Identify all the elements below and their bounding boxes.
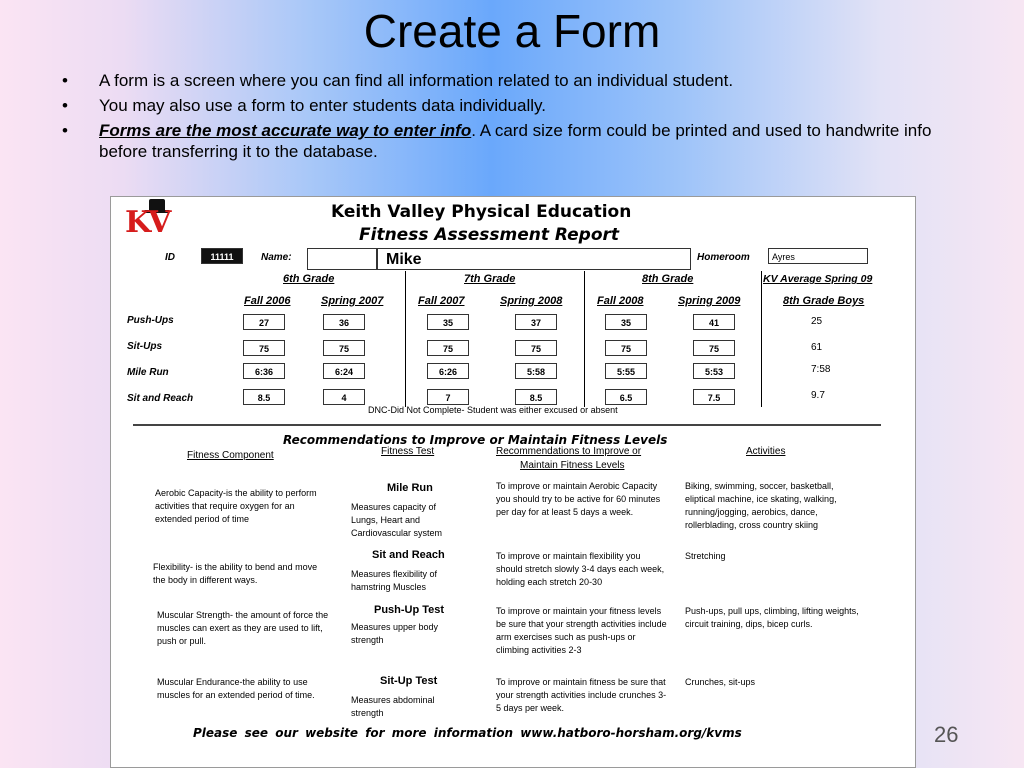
score-field[interactable]: 75 <box>243 340 285 356</box>
score-field[interactable]: 75 <box>515 340 557 356</box>
avg-subheader: 8th Grade Boys <box>783 295 865 307</box>
term-header: Spring 2007 <box>321 295 384 307</box>
score-field[interactable]: 7.5 <box>693 389 735 405</box>
homeroom-field[interactable]: Ayres <box>768 248 868 264</box>
rec-test-desc: Measures upper body strength <box>351 622 439 645</box>
bullet-list <box>62 70 942 166</box>
id-field[interactable]: 11111 <box>201 248 243 264</box>
score-field[interactable]: 6.5 <box>605 389 647 405</box>
score-field[interactable]: 6:26 <box>427 363 469 379</box>
website-footer: Please see our website for more information www.hatboro-horsham.org/kvms <box>193 726 742 740</box>
rec-test-name: Push-Up Test <box>374 604 445 616</box>
form-subtitle: Fitness Assessment Report <box>359 225 620 245</box>
average-value: 7:58 <box>811 364 831 375</box>
rec-test-name: Mile Run <box>387 482 433 494</box>
average-value: 25 <box>811 316 823 327</box>
bullet-emphasis: Forms are the most accurate way to enter info <box>99 121 472 140</box>
rec-activities: Stretching <box>685 551 726 561</box>
col-header-rec1: Recommendations to Improve or <box>496 446 642 457</box>
score-field[interactable]: 6:24 <box>323 363 365 379</box>
grade-7-header: 7th Grade <box>464 273 516 285</box>
score-field[interactable]: 41 <box>693 314 735 330</box>
bullet-item: • Forms are the most accurate way to enter info. A card size form could be printed and used to handwrite info before transferring it to the database. <box>62 121 932 161</box>
column-divider <box>761 271 762 407</box>
score-field[interactable]: 5:55 <box>605 363 647 379</box>
kv-average-header: KV Average Spring 09 <box>763 273 873 285</box>
term-header: Spring 2009 <box>678 295 741 307</box>
score-field[interactable]: 75 <box>427 340 469 356</box>
score-field[interactable]: 37 <box>515 314 557 330</box>
rec-test-desc: Measures flexibility of hamstring Muscles <box>351 569 438 592</box>
term-header: Fall 2006 <box>244 295 291 307</box>
grade-6-header: 6th Grade <box>283 273 335 285</box>
term-header: Fall 2007 <box>418 295 465 307</box>
section-divider <box>133 424 881 426</box>
recommendations-title: Recommendations to Improve or Maintain Fitness Levels <box>283 433 668 447</box>
row-label-push-ups: Push-Ups <box>127 315 174 326</box>
score-field[interactable]: 75 <box>693 340 735 356</box>
score-field[interactable]: 75 <box>605 340 647 356</box>
score-field[interactable]: 35 <box>605 314 647 330</box>
name-field[interactable]: Mike <box>377 248 691 270</box>
col-header-rec2: Maintain Fitness Levels <box>520 460 625 471</box>
bullet-dot-icon: • <box>62 121 68 140</box>
slide-title: Create a Form <box>363 5 661 57</box>
average-value: 9.7 <box>811 390 825 401</box>
name-label: Name: <box>261 252 292 263</box>
rec-text: To improve or maintain fitness be sure that your strength activities include crunches 3-5 days per week. <box>496 677 667 713</box>
rec-text: To improve or maintain your fitness levels be sure that your strength activities include arm exercises such as push-ups or climbing activities 2-3 <box>496 606 667 655</box>
score-field[interactable]: 4 <box>323 389 365 405</box>
row-label-sit-and-reach: Sit and Reach <box>127 393 194 404</box>
score-field[interactable]: 8.5 <box>515 389 557 405</box>
score-field[interactable]: 75 <box>323 340 365 356</box>
score-field[interactable]: 35 <box>427 314 469 330</box>
row-label-sit-ups: Sit-Ups <box>127 341 162 352</box>
score-field[interactable]: 5:58 <box>515 363 557 379</box>
page-number: 26 <box>934 722 959 747</box>
col-header-component: Fitness Component <box>187 450 274 461</box>
rec-component: Muscular Strength- the amount of force the muscles can exert as they are used to lift, push or pull. <box>157 610 329 646</box>
score-field[interactable]: 6:36 <box>243 363 285 379</box>
rec-component: Muscular Endurance-the ability to use muscles for an extended period of time. <box>157 677 315 700</box>
kv-logo: KV <box>125 205 169 240</box>
rec-component: Aerobic Capacity-is the ability to perform activities that require oxygen for an extended period of time <box>155 488 317 524</box>
column-divider <box>405 271 406 407</box>
col-header-activities: Activities <box>746 446 786 457</box>
dnc-note: DNC-Did Not Complete- Student was either excused or absent <box>368 405 618 415</box>
rec-text: To improve or maintain Aerobic Capacity you should try to be active for 60 minutes per day for at least 5 days a week. <box>496 481 661 517</box>
rec-text: To improve or maintain flexibility you should stretch slowly 3-4 days each week, holding each stretch 20-30 <box>496 551 665 587</box>
bullet-item: • A form is a screen where you can find all information related to an individual student. <box>62 71 734 90</box>
rec-test-name: Sit-Up Test <box>380 675 438 687</box>
rec-test-desc: Measures abdominal strength <box>351 695 435 718</box>
score-field[interactable]: 7 <box>427 389 469 405</box>
rec-component: Flexibility- is the ability to bend and move the body in different ways. <box>153 562 318 585</box>
row-label-mile-run: Mile Run <box>127 367 169 378</box>
term-header: Fall 2008 <box>597 295 644 307</box>
rec-test-name: Sit and Reach <box>372 549 445 561</box>
score-field[interactable]: 27 <box>243 314 285 330</box>
score-field[interactable]: 36 <box>323 314 365 330</box>
rec-activities: Biking, swimming, soccer, basketball, eliptical machine, ice skating, walking, running/jogging, aerobics, dance, rollerblading, cross country skiing <box>685 481 837 530</box>
rec-test-desc: Measures capacity of Lungs, Heart and Cardiovascular system <box>351 502 443 538</box>
name-field-left[interactable] <box>307 248 377 270</box>
fitness-report-form <box>110 196 916 768</box>
grade-8-header: 8th Grade <box>642 273 694 285</box>
bullet-dot-icon: • <box>62 96 68 115</box>
homeroom-label: Homeroom <box>697 252 750 263</box>
col-header-test: Fitness Test <box>381 446 435 457</box>
rec-activities: Crunches, sit-ups <box>685 677 756 687</box>
term-header: Spring 2008 <box>500 295 563 307</box>
rec-activities: Push-ups, pull ups, climbing, lifting weights, circuit training, dips, bicep curls. <box>685 606 859 629</box>
bullet-item: • You may also use a form to enter students data individually. <box>62 96 546 115</box>
average-value: 61 <box>811 342 823 353</box>
form-title: Keith Valley Physical Education <box>331 202 632 222</box>
score-field[interactable]: 5:53 <box>693 363 735 379</box>
bullet-dot-icon: • <box>62 71 68 90</box>
column-divider <box>584 271 585 407</box>
score-field[interactable]: 8.5 <box>243 389 285 405</box>
id-label: ID <box>165 252 175 263</box>
